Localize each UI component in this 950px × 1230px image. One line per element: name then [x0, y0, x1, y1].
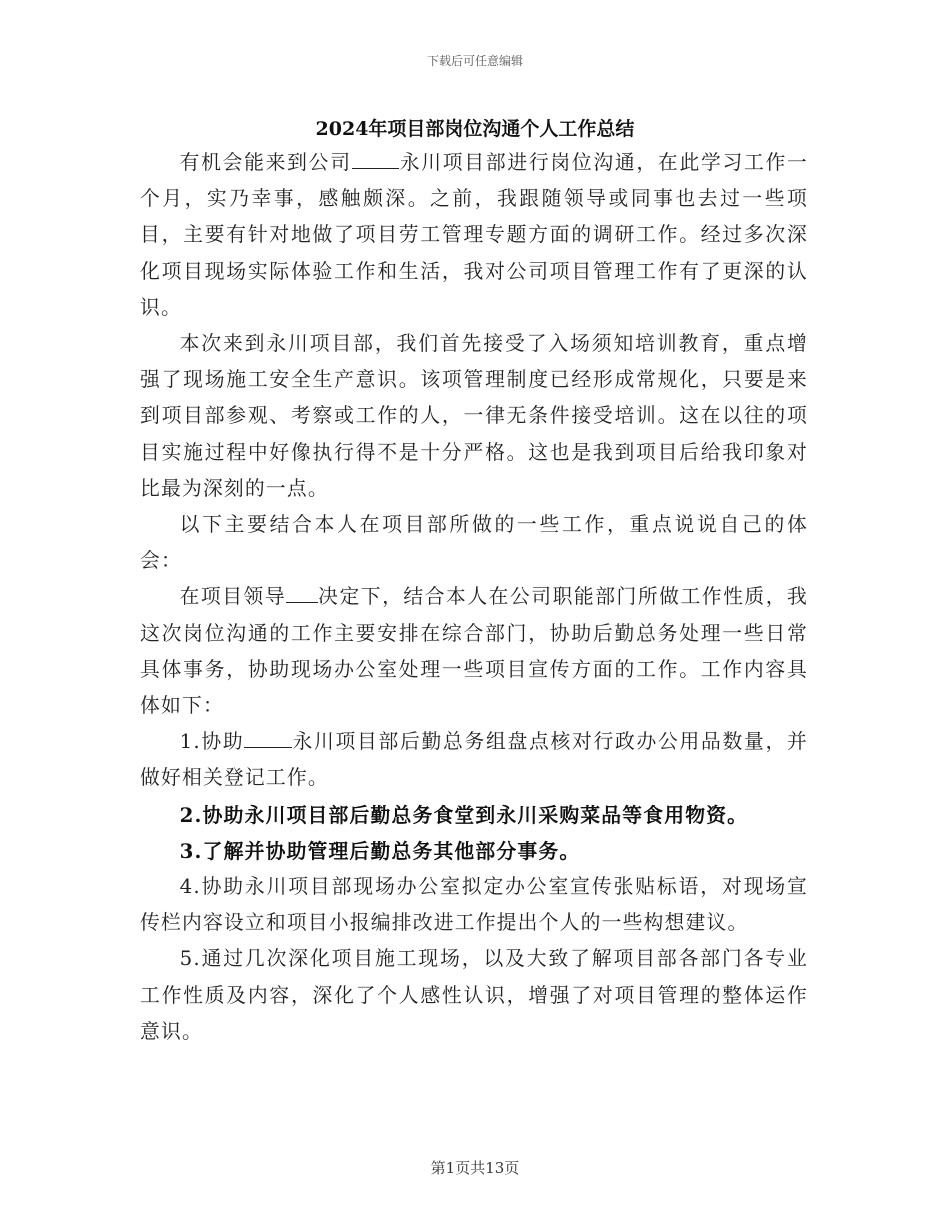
paragraph-1-rest: 永川项目部进行岗位沟通，在此学习工作一个月，实乃幸事，感触颇深。之前，我跟随领导或同事也去过一些项目，主要有针对地做了项目劳工管理专题方面的调研工作。经过多次深化项目现场实际体验工作和生活，我对公司项目管理工作有了更深的认识。 — [140, 151, 808, 319]
list-item-1-start: 1.协助 — [179, 730, 245, 754]
paragraph-1-start: 有机会能来到公司 — [179, 151, 352, 174]
list-item-5: 5.通过几次深化项目施工现场，以及大致了解项目部各部门各专业工作性质及内容，深化了个人感性认识，增强了对项目管理的整体运作意识。 — [140, 947, 808, 1043]
document-title: 2024年项目部岗位沟通个人工作总结 — [315, 118, 635, 140]
page-footer: 第1页共13页 — [430, 1159, 520, 1177]
list-item-1 — [140, 724, 808, 796]
blank-underline — [286, 582, 318, 604]
list-item-1-rest: 永川项目部后勤总务组盘点核对行政办公用品数量，并做好相关登记工作。 — [140, 730, 808, 790]
paragraph-2: 本次来到永川项目部，我们首先接受了入场须知培训教育，重点增强了现场施工安全生产意识。该项管理制度已经形成常规化，只要是来到项目部参观、考察或工作的人，一律无条件接受培训。这在以往的项目实施过程中好像执行得不是十分严格。这也是我到项目后给我印象对比最为深刻的一点。 — [140, 332, 808, 500]
paragraph-1 — [140, 145, 808, 326]
paragraph-4-rest: 决定下，结合本人在公司职能部门所做工作性质，我这次岗位沟通的工作主要安排在综合部门，协助后勤总务处理一些日常具体事务，协助现场办公室处理一些项目宣传方面的工作。工作内容具体如下： — [140, 585, 808, 718]
blank-underline — [352, 147, 400, 169]
list-item-3: 3.了解并协助管理后勤总务其他部分事务。 — [179, 838, 581, 863]
paragraph-4 — [140, 579, 808, 724]
document-body — [140, 145, 808, 1050]
paragraph-3: 以下主要结合本人在项目部所做的一些工作，重点说说自己的体会： — [140, 513, 808, 573]
blank-underline — [244, 726, 292, 748]
paragraph-4-start: 在项目领导 — [179, 585, 287, 609]
list-item-4: 4.协助永川项目部现场办公室拟定办公室宣传张贴标语，对现场宣传栏内容设立和项目小报编排改进工作提出个人的一些构想建议。 — [140, 875, 808, 935]
page-header: 下载后可任意编辑 — [426, 54, 523, 68]
list-item-2: 2.协助永川项目部后勤总务食堂到永川采购菜品等食用物资。 — [179, 802, 749, 827]
